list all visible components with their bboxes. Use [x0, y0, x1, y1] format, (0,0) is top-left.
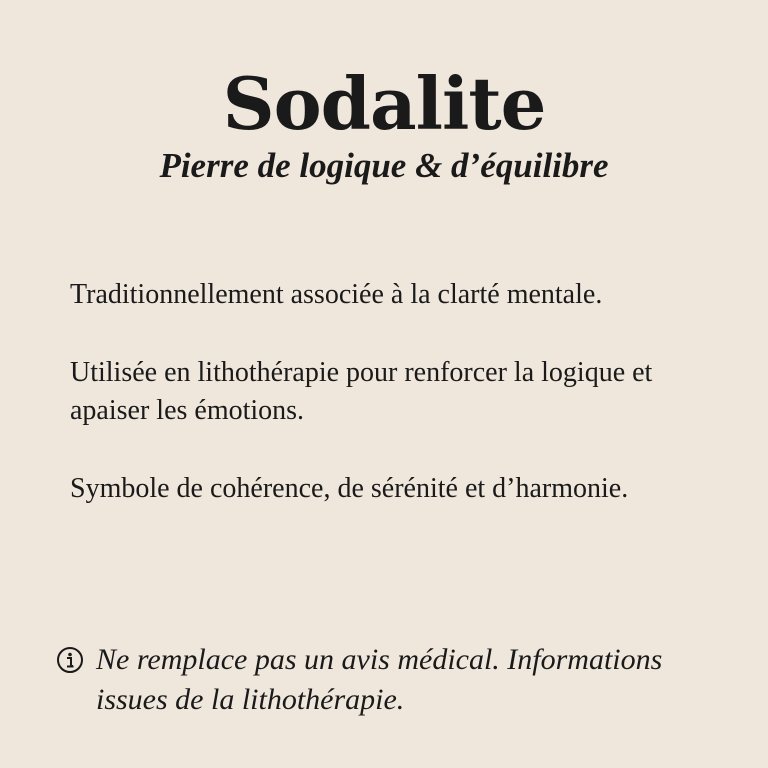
page-title: Sodalite — [222, 61, 546, 146]
info-icon — [56, 646, 84, 674]
description-paragraph: Symbole de cohérence, de sérénité et d’harmonie. — [70, 473, 629, 504]
description-paragraph: Utilisée en lithothérapie pour renforcer la logique et apaiser les émotions. — [70, 357, 653, 426]
description — [70, 276, 730, 548]
disclaimer-text: Ne remplace pas un avis médical. Informations issues de la lithothérapie. — [96, 643, 663, 716]
disclaimer — [56, 640, 736, 720]
page-subtitle: Pierre de logique & d’équilibre — [159, 146, 609, 185]
description-paragraph: Traditionnellement associée à la clarté mentale. — [70, 279, 603, 310]
